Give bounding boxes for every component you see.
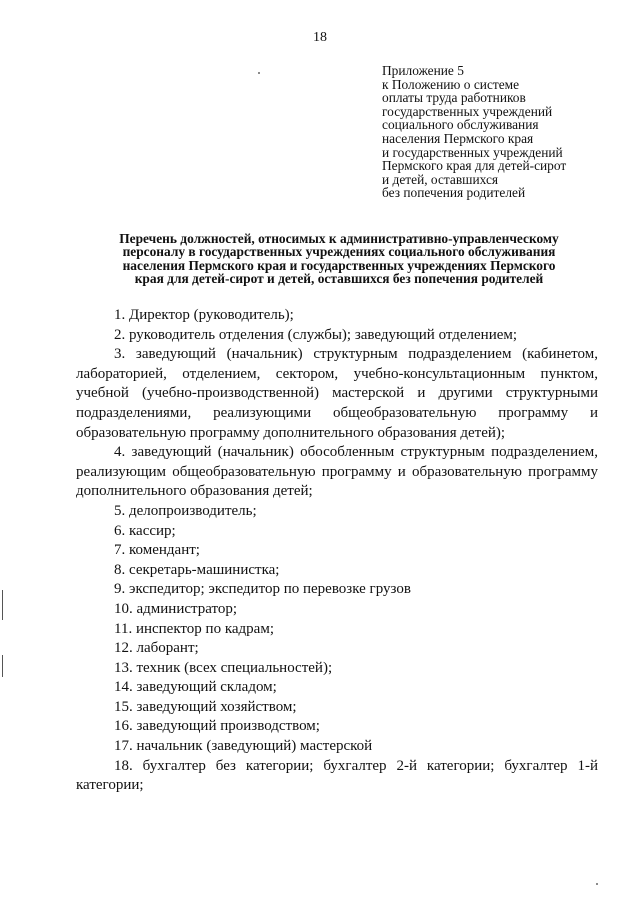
list-item: 6. кассир; — [114, 522, 176, 539]
list-item: 10. администратор; — [114, 600, 238, 617]
list-item: 12. лаборант; — [114, 640, 199, 657]
title-line: края для детей-сирот и детей, оставшихся без попечения родителей — [134, 271, 544, 287]
appendix-line: населения Пермского края — [382, 130, 534, 146]
appendix-line: Приложение 5 — [382, 63, 464, 78]
title-line: Перечень должностей, относимых к административно-управленческому — [119, 231, 559, 246]
list-item: 11. инспектор по кадрам; — [114, 620, 274, 637]
list-item: 17. начальник (заведующий) мастерской — [114, 738, 373, 755]
list-item: 4. заведующий (начальник) обособленным структурным подразделением, реализующим общеобразовательную программу и образовательную программу дополнительного образования детей; — [76, 444, 598, 500]
appendix-line: к Положению о системе — [382, 76, 520, 92]
list-item: 14. заведующий складом; — [114, 679, 277, 696]
title-line: населения Пермского края и государственных учреждениях Пермского — [122, 257, 556, 273]
list-item: 16. заведующий производством; — [114, 718, 320, 735]
list-item: 3. заведующий (начальник) структурным подразделением (кабинетом, лабораторией, отделением, сектором, учебно-консультационным пунктом, учебной (учебно-производственной) мастерской и другими структурными подразделениями, реализующими общеобразовательную программу и образовательную программу дополнительного образования детей); — [76, 346, 598, 441]
appendix-block — [382, 64, 622, 200]
list-item: 7. комендант; — [114, 542, 200, 559]
list-item: 9. экспедитор; экспедитор по перевозке грузов — [114, 581, 411, 598]
position-list — [76, 306, 598, 796]
scan-speck — [596, 883, 598, 885]
appendix-line: без попечения родителей — [382, 185, 526, 201]
scan-margin-mark — [2, 655, 3, 677]
list-item: 15. заведующий хозяйством; — [114, 698, 297, 715]
document-title — [76, 232, 602, 286]
scan-margin-mark — [2, 590, 3, 620]
list-item: 13. техник (всех специальностей); — [114, 659, 333, 676]
appendix-line: и государственных учреждений — [382, 144, 563, 160]
appendix-line: Пермского края для детей-сирот — [382, 158, 567, 174]
list-item: 18. бухгалтер без категории; бухгалтер 2-й категории; бухгалтер 1-й категории; — [76, 757, 598, 794]
scan-speck — [258, 72, 260, 74]
page-number: 18 — [313, 30, 327, 45]
appendix-line: и детей, оставшихся — [382, 171, 499, 187]
title-line: персоналу в государственных учреждениях социального обслуживания — [122, 244, 556, 260]
list-item: 1. Директор (руководитель); — [114, 307, 294, 323]
list-item: 8. секретарь-машинистка; — [114, 561, 280, 578]
list-item: 5. делопроизводитель; — [114, 502, 257, 519]
appendix-line: государственных учреждений — [382, 103, 553, 119]
appendix-line: социального обслуживания — [382, 117, 539, 133]
appendix-line: оплаты труда работников — [382, 90, 526, 106]
list-item: 2. руководитель отделения (службы); заведующий отделением; — [114, 326, 518, 343]
